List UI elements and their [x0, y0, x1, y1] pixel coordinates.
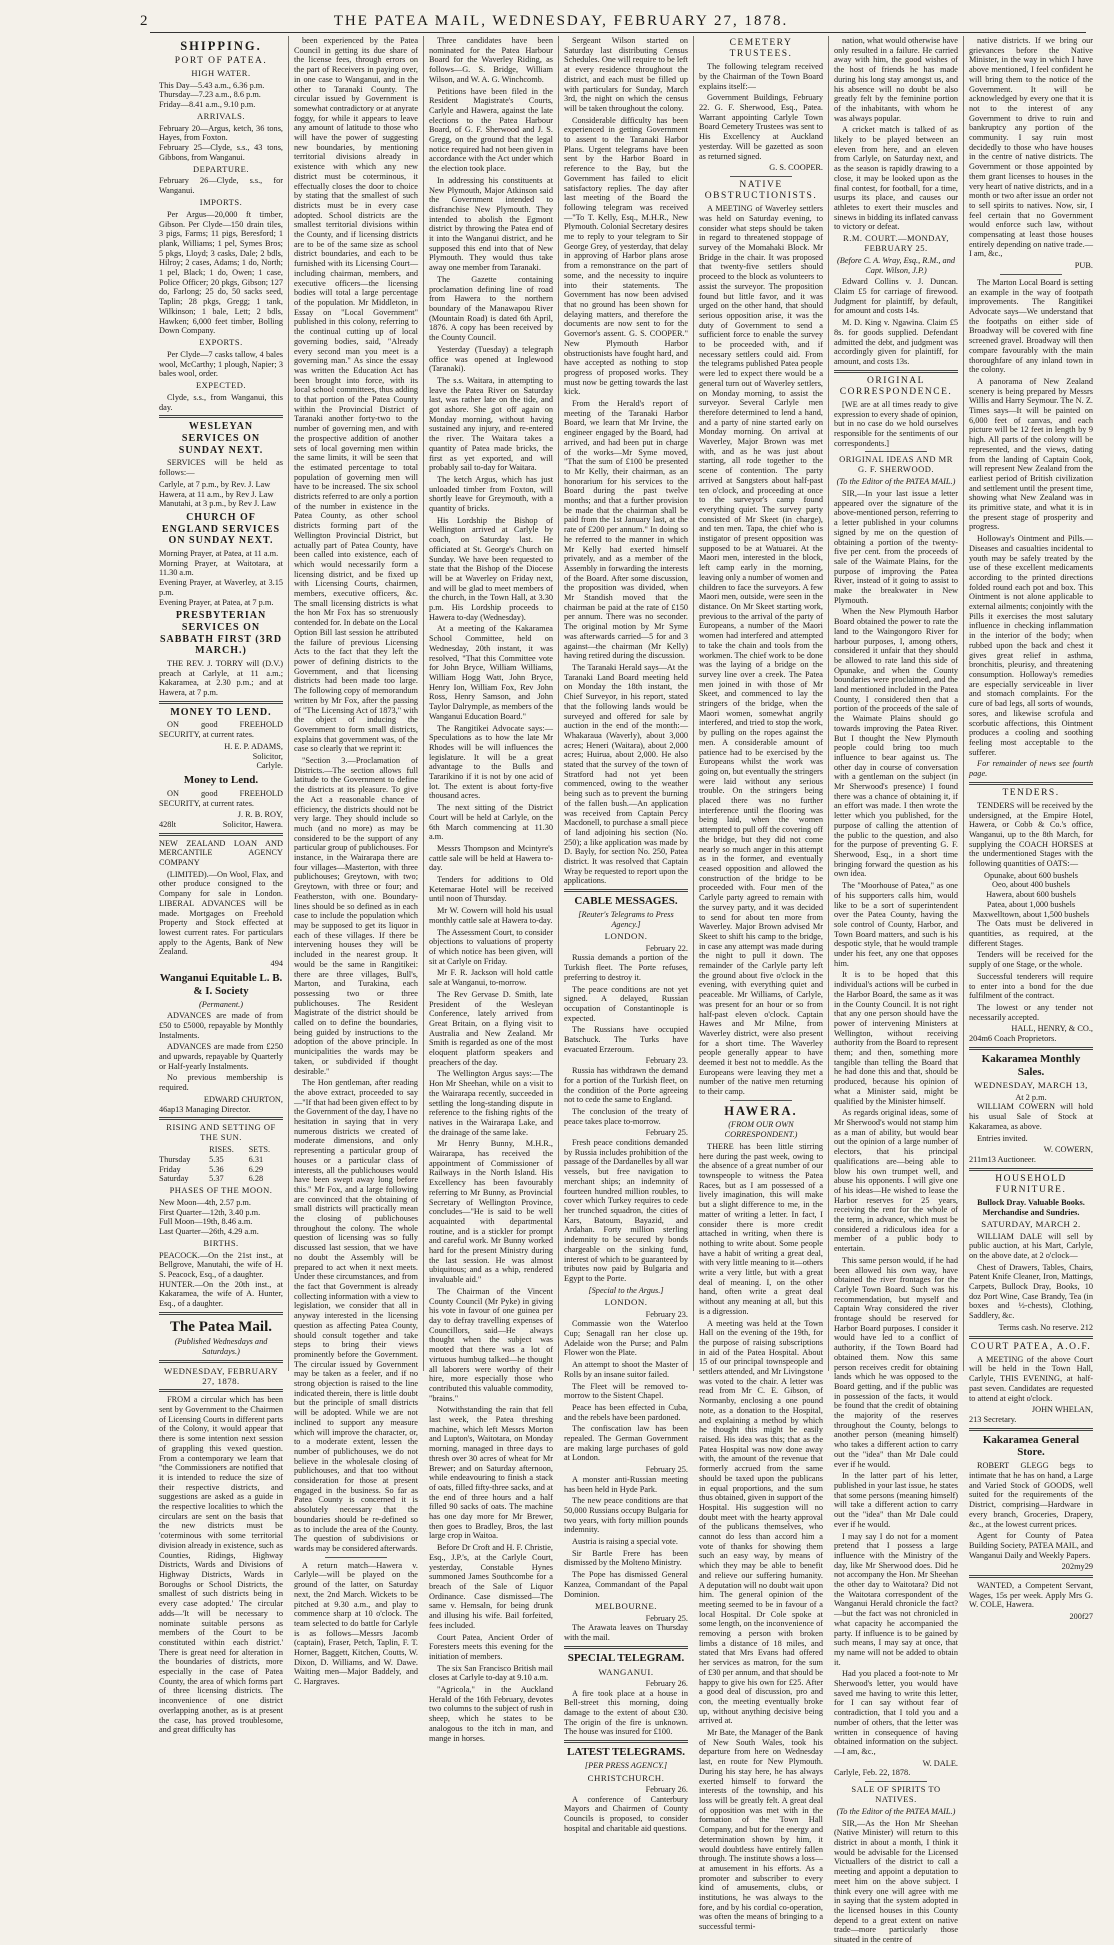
column-2 [289, 36, 424, 1687]
wesleyan-list: Carlyle, at 7 p.m., by Rev. J. Law Hawera, at 11 a.m., by Rev J. Law Manutahi, at 3 p.m., by Rev J. Law [159, 479, 277, 509]
divider [159, 1360, 283, 1363]
wanganui-society-heading: Wanganui Equitable L. B. & I. Society [159, 971, 283, 997]
page-number: 2 [140, 13, 148, 29]
divider [969, 1575, 1093, 1578]
news-paragraph: Mr Henry Bunny, M.H.R., Wairarapa, has received the appointment of Commissioner of Railways in the North Island. His Excellency has been favourably referring to Mr Bunny, as Provincial Secretary of Wellington Province, concludes—"He is said to be well acquainted with departmental routine, and is a stickler for prompt and careful work. Mr Bunny worked hard for the present Ministry during the last session. He was almost ubiquitous; and as a whip, rendered invaluable aid." [429, 1139, 553, 1285]
tenders-list: Opunake, about 600 bushels Oeo, about 400 bushels Hawera, about 600 bushels Patea, about 1,000 bushels Maxwelltown, about 1,500 bushels [972, 870, 1090, 919]
departure-heading: DEPARTURE. [193, 163, 249, 174]
expected-heading: EXPECTED. [195, 380, 247, 390]
wanganui-text-1: ADVANCES are made of from £50 to £5000, repayable by Monthly Instalments. [159, 1011, 283, 1040]
general-store-ref: 202my29 [1061, 1562, 1093, 1572]
telegram-item: A fire took place at a house in Bell-street this morning, doing damage to the extent of about £30. The origin of the fire is unknown. The house was insured for £100. [564, 1688, 688, 1737]
wesleyan-heading: WESLEYAN SERVICES ON SUNDAY NEXT. [178, 421, 264, 456]
telegram-place: WANGANUI. [598, 1666, 654, 1677]
letter-paragraph: As regards original ideas, some of Mr Sherwood's would not stamp him as a man of ability, but would bear out the opinion of a large number of electors, that his principal qualifications are—being able to blow his own trumpet well, and abuse his opponents. I will give one of his ideas—He wished to lease the Harbor reserves for 25 years, receiving the rent for the whole of the term, in advance, which must be considered a ridiculous idea for a member of a public body to entertain. [834, 1108, 958, 1254]
rm-court-case: M. D. King v. Ngawina. Claim £5 8s. for goods supplied. Defendant admitted the debt, and judgment was accordingly given for plaintiff, for amount, and costs 13s. [834, 318, 958, 366]
lend-signature: J. R. B. ROY, [237, 810, 283, 820]
cable-item: The confiscation law has been repealed. The German Government are making large purchases of gold at London. [564, 1424, 688, 1463]
news-paragraph: Considerable difficulty has been experienced in getting Government to assent to the Taranaki Harbor Plans. Urgent telegrams have been sent by the Harbor Board in reference to the Bay, but the Government has failed to elicit satisfactory replies. The day after last meeting of the Board the following telegram was received—"To T. Kelly, Esq., M.H.R., New Plymouth. Colonial Secretary desires me to reply to your telegram to Sir George Grey, of yesterday, that delay in approving of Harbor plans arose from a remonstrance on the part of some, and the necessity to inquire into their statements. The Government has now been advised that no ground has been shown for delaying matters, and therefore the documents are now sent to for the Governor's assent. G. S. COOPER." New Plymouth Harbor obstructionists have fought hard, and have accepted as nothing to stop progress of proposed works. They must now be getting towards the last kick. [564, 115, 688, 397]
native-text: A MEETING of Waverley settlers was held on Saturday evening, to consider what steps should be taken in regard to threatened stoppage of survey of the Momahaki Block. Mr Bridge in the chair. It was proposed that twenty-five settlers should proceed to the block as volunteers to assist the surveyor. The proposition found but little favor, and it was urged on the other hand, that should serious opposition arise, it was the duty of Government to send a sufficient force to enable the survey to be proceeded with, and if necessary settlers could aid. From the telegrams published Patea people were led to expect there would be a general turn out of Waverley settlers, on Monday morning, to assist the surveyor. Several Carlyle men therefore determined to lend a hand, and a party of nine started early on Monday morning. On arrival at Waverley, Major Brown was met with, and as he was just about starting, all rode together to the scene of contention. The party arrived at Sangsters about half-past ten o'clock, and proceeding at once to the surveyor's camp found everything quiet. The survey party consisted of Mr Skeet (in charge), and ten men. Tapa, the chief who is instigator of present opposition was supposed to be at Watuarei. At the Maori men, interested in the block, left camp early in the morning, leaving only a number of women and children to face the surveyors. A few Maori men, outside, were seen in the distance. On Mr Skeet starting work, previous to the arrival of the party of Europeans, a number of the Maori women had interfered and attempted to take the chain and tools from the workmen. The chief work to be done was the laying of a bridge on the survey line over a creek. The Patea men joined in with those of Mr Skeet, and commenced to lay the stringers of the bridge, when the Maori women, somewhat angrily interfered, and tried to stop the work, by pulling on the ropes against the men. A considerable amount of patience had to be exercised by the Europeans whilst the work was going on, but eventually the stringers were laid without any serious trouble. On the stringers being placed there was no further interference until the flooring was being laid, when the women attempted to pull off the covering off the bridge, but they did not come nearly so much anger in this attempt as in the former, and eventually ceased opposition and allowed the construction of the bridge to be proceeded with. Four men of the Carlyle party agreed to remain with the survey party, and it was decided to send for about ten more from Waverley. Major Brown advised Mr Skeet to shift his camp to the bridge, in case any attempt was made during the night to pull it down. The remainder of the Carlyle party left the ground about five o'clock in the evening, with everything quiet and peaceable. Mr Williams, of Carlyle, was present for an hour or so from half-past eleven o'clock. Captain Hawes and Mr Milne, from Waverley district, were also present for a short time. The Waverley people generally appear to have deemed it best not to meddle. As the Europeans were leaving they met a number of the native men returning to their camp. [699, 204, 823, 1097]
cable-date: February 23. [645, 1309, 688, 1319]
lend-ref-line [159, 820, 283, 830]
departure-list: February 26—Clyde, s.s., for Wanganui. [159, 176, 283, 196]
divider [159, 1117, 283, 1120]
letter-paragraph: It is to be hoped that this individual's actions will be curbed in the Harbor Board, the same as it was in the County Council. It is not right that any one person should have the power of intervening Ministers at Wellington, without receiving authority from the Board to represent them; and then, something more tangible than telling the Board that he had done this and that, should be produced, because his opinion of what a Minister said, might be qualified by the Minister himself. [834, 970, 958, 1106]
general-store-heading: Kakaramea General Store. [982, 1433, 1080, 1459]
hawera-paragraph: A meeting was held at the Town Hall on the evening of the 19th, for the purpose of raising subscriptions in aid of the Patea Hospital. About 15 of our principal townspeople and settlers attended, and Mr Livingstone was voted to the chair. A letter was read from Mr C. E. Gibson, of Normanby, enclosing a one pound note, as a donation to the Hospital, and explaining a method by which he thought this might be easily raised. His idea was this; that as the Patea Hospital was now done away with, the amount of the revenue that formerly accrued from the same should be taxed upon the publicans in equal proportions, and the sum thus obtained, given in support of the Hospital. His suggestion will no doubt meet with the hearty approval of the publicans themselves, who cannot do less than accord him a vote of thanks for showing them such an easy way, by means of which they may be able to benefit and relieve our suffering humanity. A deputation will no doubt wait upon him. The general opinion of the meeting seemed to be in favour of a local Hospital. Dr Cole spoke at some length, on the inconvenience of removing a person with broken limbs a distance of 18 miles, and stated that Mrs Evans had offered her services as matron, for the sum of £30 per annum, and that should be happy to give his own for £25. After a good deal of discussion, pro and con, the meeting eventually broke up, without anything decisive being arrived at. [699, 1318, 823, 1726]
news-paragraph: Petitions have been filed in the Resident Magistrate's Courts, Carlyle and Hawera, against the late elections to the Patea Harbour Board, of G. F. Sherwood and J. S. Gregg, on the ground that the legal notice required had not been given in accordance with the Act under which the election took place. [429, 86, 553, 174]
church-heading: CHURCH OF ENGLAND SERVICES ON SUNDAY NEXT. [161, 511, 281, 547]
news-paragraph: The Chairman of the Vincent County Council (Mr Pyke) in giving his vote in favour of one guinea per day to defray travelling expenses of Councillors, said—He always thought when the subject was mooted that there was a lot of virtuous humbug talked—he thought all laborers were worthy of their hire, more especially those who contributed this valuable commodity, "brains." [429, 1286, 553, 1403]
wanted-text: WANTED, a Competent Servant, Wages, 15s per week. Apply Mrs G. W. COLE, Hawera. [969, 1581, 1093, 1610]
divider [730, 176, 792, 177]
table-cell: 6.29 [248, 1164, 264, 1174]
news-paragraph: The Assessment Court, to consider objections to valuations of property of which notice has been given, will sit at Carlyle on Friday. [429, 927, 553, 966]
leader-text: FROM a circular which has been sent by Government to the Chairmen of Licensing Courts in different parts of the Colony, it would appear that there is some intention next session of grappling this vexed question. From a contemporary we learn that "the Commissioners are notified that it is intended to reduce the size of their respective districts, and suggestions are asked as a guide in the respective localities to which the circulars are sent on the basis that the new districts must be 'coterminous with some territorial division already in existence, such as Counties, Ridings, Highway Districts, Wards and Divisions of Highway Districts, Wards in Boroughs or School Districts, the smallest of such districts being in every case adopted.' The circular adds—'It will be necessary to nominate suitable persons as members of the Court to be constituted within each district.' There is great need for alteration in the boundaries of districts, more especially in the case of Patea County, the area of which forms part of three licensing districts. The inconvenience of one district overlapping another, as is at present the case, has proved troublesome, and great difficulty has [159, 1395, 283, 1735]
wesleyan-intro: SERVICES will be held as follows:— [159, 458, 283, 478]
cricket-paragraph: A return match—Hawera v. Carlyle—will be played on the ground of the latter, on Saturday next, the 2nd March. Wickets to be pitched at 9.30 a.m., and play to commence sharp at 10 o'clock. The team selected to do battle for Carlyle is as follows—Messrs Jacomb (captain), Fraser, Petch, Taplin, F. T. Horner, Baggett, Kitchen, Coutts, W. Dixon, D. Williams, and W. Dawe. Waiting men—Major Baddely, and C. Hargraves. [294, 1560, 418, 1687]
cable-subheading: [Reuter's Telegrams to Press Agency.] [578, 910, 674, 929]
telegram-date: February 26. [645, 1678, 688, 1688]
cable-item: The peace conditions are not yet signed. A delayed, Russian occupation of Constantinople is expected. [564, 984, 688, 1023]
special-telegram-heading: SPECIAL TELEGRAM. [567, 1651, 685, 1664]
divider [159, 415, 283, 418]
kakaramea-signature-2: 211m13 Auctioneer. [969, 1154, 1036, 1164]
hawera-paragraph: Mr Bate, the Manager of the Bank of New South Wales, took his departure from here on Wednesday last, en route for New Plymouth. During his stay here, he has always exerted himself to forward the interests of the township, and his loss will be greatly felt. A great deal of opposition was met with in the formation of the Town Hall Company, and but for the energy and determination shown by him, it would doubtless have entirely fallen through. The institute shows a loss—at amusement in his efforts. As a promoter and subscriber to every kind of amusements, clubs, or institutions, he was always to the fore, and by his cordial co-operation, was often the means of bringing to a successful termi- [699, 1728, 823, 1932]
court-patea-signature-2: 213 Secretary. [969, 1414, 1017, 1424]
divider [969, 1047, 1093, 1050]
sun-heading: RISING AND SETTING OF THE SUN. [166, 1122, 276, 1143]
letter-sub: (To the Editor of the PATEA MAIL.) [836, 477, 956, 487]
births-heading: BIRTHS. [203, 1237, 239, 1248]
spirits-paragraph: SIR,—As the Hon Mr Sheehan (Native Minister) will return to this district in about a month, I think it would be advisable for the Licensed Victuallers of the district to call a meeting and appoint a deputation to meet him on the above subject. I think every one will agree with me in saying that the system adopted in the licensed houses in this County depend to a great extent on native trade—more particularly those situated in the centre of [834, 1818, 958, 1945]
news-paragraph: Three candidates have been nominated for the Patea Harbour Board for the Waverley Riding, as follows—G. S. Bridge, William Wilson, and W. A. G. Winchcomb. [429, 36, 553, 84]
births-list: PEACOCK.—On the 21st inst., at Bellgrove, Manutahi, the wife of H. S. Peacock, Esq., of a daughter. HUNTER.—On the 20th inst., at Kakaramea, the wife of A. Hunter, Esq., of a daughter. [159, 1250, 283, 1309]
news-paragraph: The next sitting of the District Court will be held at Carlyle, on the 6th March commencing at 11.30 a.m. [429, 803, 553, 842]
hawera-paragraph: nation, what would otherwise have only resulted in a failure. He carried away with him, the good wishes of the host of friends he has made during his long stay amongst us, and his absence will no doubt be also greatly felt by the feminine portion of the inhabitants, with whom he was always popular. [834, 36, 958, 123]
general-store-agent: Agent for County of Patea Building Society, PATEA MAIL, and Wanganui Daily and Weekly Papers. [969, 1531, 1093, 1560]
letter-date: Carlyle, Feb. 22, 1878. [834, 1768, 911, 1778]
lend-heading: Money to Lend. [183, 773, 259, 786]
divider [159, 1389, 283, 1392]
letter-paragraph: The "Moorhouse of Patea," as one of his supporters calls him, would like to be a sort of superintendent over the Patea County, having the sole control of County, Harbor, and Town Board matters, and such is his despotic style, that he would trample under his feet, any one that opposes him. [834, 881, 958, 968]
furniture-heading: HOUSEHOLD FURNITURE. [995, 1173, 1067, 1195]
cable-item: An attempt to shoot the Master of Rolls by an insane suitor failed. [564, 1360, 688, 1379]
tenders-paragraph: Successful tenderers will require to enter into a bond for the due fulfilment of the contract. [969, 971, 1093, 1001]
cable-item: The Arawata leaves on Thursday with the mail. [564, 1623, 688, 1642]
news-paragraph: The Wellington Argus says:—The Hon Mr Sheehan, while on a visit to the Wairarapa recently, succeeded in settling the long-standing dispute in reference to the fishing rights of the natives in the Wairarapa Lake, and the drainage of the same lake. [429, 1069, 553, 1137]
table-header [159, 1145, 209, 1155]
furniture-sub: Bullock Dray. Valuable Books. Merchandise and Sundries. [977, 1197, 1085, 1217]
divider [969, 782, 1093, 785]
kakaramea-sales-heading: Kakaramea Monthly Sales. [981, 1052, 1081, 1078]
divider [159, 701, 283, 704]
divider [730, 1100, 792, 1101]
telegram-item: A conference of Canterbury Mayors and Chairmen of County Councils is proposed, to consider hospital and charitable aid questions. [564, 1794, 688, 1833]
news-paragraph: "Agricola," in the Auckland Herald of the 16th February, devotes two columns to the subject of rush in sheep, which he states to be analogous to the itch in man, and mange in horses. [429, 1685, 553, 1743]
lend-text: ON good FREEHOLD SECURITY, at current rates. [159, 788, 283, 808]
lend-ref: 428lt [159, 819, 177, 829]
divider [865, 451, 927, 452]
nz-loan-text: (LIMITED).—On Wool, Flax, and other produce consigned to the Company for sale in London. LIBERAL ADVANCES will be made. Mortgages on Freehold Property and Stock effected at lowest current rates. For particulars apply to the Agents, Bank of New Zealand. [159, 869, 283, 957]
wanganui-society-sub: (Permanent.) [198, 999, 243, 1009]
pub-signature: PUB. [1074, 261, 1093, 271]
letter-paragraph: In the latter part of his letter, published in your last issue, he states that some persons (meaning himself) will take a different action to carry out the "idea" than Mr Dale could ever if he would. [834, 1471, 958, 1529]
cemetery-telegram: Government Buildings, February 22. G. F. Sherwood, Esq., Patea. Warrant appointing Carlyle Town Board Cemetery Trustees was sent to His Excellency at Auckland yesterday. Will be gazetted as soon as returned signed. [699, 93, 823, 161]
imports-heading: IMPORTS. [199, 196, 243, 207]
cable-item: The Russians have occupied Batschuck. The Turks have evacuated Erzeroum. [564, 1025, 688, 1054]
news-paragraph: The Gazette containing proclamation defining line of road from Hawera to the northern boundary of the Manawapou River (Mountain Road) is dated 6th April, 1876. A copy has been received by the County Council. [429, 274, 553, 343]
money-signature: H. E. P. ADAMS, Solicitor, Carlyle. [224, 741, 283, 771]
divider [1000, 274, 1062, 275]
news-paragraph: Mr W. Cowern will hold his usual monthly cattle sale at Hawera to-day. [429, 906, 553, 925]
leader-paragraph: been experienced by the Patea Council in getting its due share of the license fees, through errors on the part of Receivers in paying over, in one case to Wanganui, and in the other to Taranaki County. The circular issued by Government is somewhat contradictory or at anyrate foggy, for while it appears to leave any amount of latitude to those who will have the power of suggesting new boundaries, by mentioning territorial divisions already in existence with which any new district must be coterminous, it effectually closes the door to choice by stating that the smallest of such districts must be in every case adopted. School districts are the smallest territorial divisions within the County, and if licensing districts are to be of the same size as school district boundaries, and each to be furnished with its Licensing Court—including chairman, members, and executive officers—the licensing bodies will total a large percentage of the population. Mr Middleton, in Essay on "Local Government" published in this colony, referring to the continual cutting up of local governing bodies, said, "Already every second man you meet is a governing man." As since the essay was written the Education Act has been brought into force, with its local school committees, thus adding to that portion of the Patea County within the Provincial District of Taranaki another forty-two to the number of governing men, and with the prospective addition of another sets of local governing men within the same limits, it will be seen that the estimated percentage to total population of governing men will have to be increased. The six school districts referred to are only a portion of the number in existence in the Patea County, as other school districts forming part of the Wellington Provincial District, but actually part of Patea County, have been called into existence, each of which would necessarily form a licensing district, and be fixed up with Licensing Courts, chairmen, members, executive officers, &c. The small licensing districts is what the hon Mr Fox has so strenuously contended for. In debate on the Local Option Bill last session he attributed the failure of previous Licensing Acts to the fact that they left the power of defining districts to the Government, and that licensing districts had been made too large. The following copy of memorandum written by Mr Fox, after the passing of "The Licensing Act of 1873," with the object of inducing the Government to form small districts, explains that government was, of the case so clearly that we reprint it: [294, 36, 418, 754]
cable-item: The Pope has dismissed General Kanzea, Commandant of the Papal Dominion. [564, 1570, 688, 1599]
news-paragraph: Before Dr Croft and H. F. Christie, Esq., J.P.'s, at the Carlyle Court, yesterday, Constable Hynes summoned James Southcombe for a breach of the Sale of Liquor Ordinance. Case dismissed—The same v. Hemsaln, for being drunk and illusing his wife. Bail forfeited, fees included. [429, 1543, 553, 1630]
furniture-date: SATURDAY, MARCH 2. [981, 1219, 1081, 1230]
cable-item: Fresh peace conditions demanded by Russia includes prohibition of the passage of the Dardanelles by all war vessels, but free navigation to merchant ships; an indemnity of fourteen hundred million roubles, to cover which Turkey requires to cede her trunched squadron, the cities of Kars, Batoum, Bayazid, and Ardahan. Forty million sterling indemnity to be secured by bonds chargeable on the sinking fund, interest of which to be guaranteed by tributes now paid by Bulgaria and Egypt to the Porte. [564, 1138, 688, 1283]
table-cell: 5.37 [209, 1174, 224, 1184]
cable-item: Commassie won the Waterloo Cup; Senagall ran her close up. Adelaide won the Purse; and Palm Flower won the Plate. [564, 1319, 688, 1358]
telegram-date: February 26. [645, 1784, 688, 1794]
arrivals-heading: ARRIVALS. [196, 110, 246, 121]
imports-text: Per Argus—20,000 ft timber, Gibson. Per Clyde—150 drain tiles, 3 pigs, Farms; 11 pigs, Beresford; 1 plank, Williams; 1 pel, Symes Bros; 5 pkgs, Lloyd; 3 casks, Dale; 2 bdls, Hilroy; 2 cases, Adams; 1 do, North; 1 pel, Black; 1 do, Owen; 1 case, Police Officer; 20 pkgs, Gibson; 127 do, Farlong; 25 do, 50 sacks seed, Taplin; 28 pkgs, Gregg; 1 tank, Wilkinson; 1 bale, Lett; 2 bdls, Hawken; 6,000 feet timber, Bolling Down Company. [159, 209, 283, 336]
news-paragraph: The six San Francisco British mail closes at Carlyle to-day at 9.10 a.m. [429, 1663, 553, 1683]
news-paragraph: His Lordship the Bishop of Wellington arrived at Carlyle by coach, on Saturday last. He officiated at St. George's Church on Sunday. We have been requested to state that the Bishop of the Diocese will be at Waverley on Friday next, and will be glad to meet members of the church, in the Town Hall, at 3.30 p.m. His Lordship proceeds to Hawera to-day (Wednesday). [429, 515, 553, 622]
news-paragraph: Tenders for additions to Old Ketemarae Hotel will be received until noon of Thursday. [429, 875, 553, 904]
furniture-terms: Terms cash. No reserve. 212 [998, 1322, 1093, 1332]
divider [865, 1781, 927, 1782]
news-paragraph: Mr F. R. Jackson will hold cattle sale at Wanganui, to-morrow. [429, 968, 553, 988]
rm-court-heading: R.M. COURT.—MONDAY, FEBRUARY 25. [843, 233, 949, 253]
news-paragraph: The ketch Argus, which has just unloaded timber from Foxton, will shortly leave for Greymouth, with a quantity of bricks. [429, 474, 553, 514]
holloway-advert: Holloway's Ointment and Pills.—Diseases and casualties incidental to youth may be safely treated by the use of these excellent medicaments according to the printed directions folded round each pot and box. This Ointment is not alone applicable to external ailments; conjointly with the Pills it exercises the most salutary influence in checking inflammation in the interior of the body; when rubbed upon the back and chest it gives great relief in asthma, bronchitis, pleurisy, and threatening consumption. Holloway's remedies are especially serviceable in liver and stomach complaints. For the cure of bad legs, all sorts of wounds, sores, and likewise scrofula and scorbutic affections, this Ointment produces a cooling and soothing feeling most acceptable to the sufferer. [969, 534, 1093, 757]
court-patea-signature: JOHN WHELAN, [1031, 1405, 1093, 1415]
table-cell: 6.31 [248, 1154, 264, 1164]
cable-item: The new peace conditions are that 50,000 Russians occupy Bulgaria for two years, with forty million pounds indemnity. [564, 1496, 688, 1535]
cable-date: February 25. [645, 1613, 688, 1623]
kakaramea-sales-date: WEDNESDAY, MARCH 13, [974, 1080, 1088, 1091]
wanganui-signature: EDWARD CHURTON, [203, 1094, 283, 1104]
high-water-times: This Day—5.43 a.m., 6.36 p.m. Thursday—7.23 a.m., 8.6 p.m. Friday—8.41 a.m., 9.10 p.m. [159, 80, 265, 110]
table-cell: 6.28 [248, 1174, 264, 1184]
presbyterian-heading: PRESBYTERIAN SERVICES ON SABBATH FIRST (3RD MARCH.) [159, 610, 283, 657]
letter-paragraph: When the New Plymouth Harbor Board obtained the power to rate the land to the Waingongoro River for harbour purposes, I, among others, considered it unfair that they should be allowed to rate land this side of Opunake, and when the County boundaries were proclaimed, and the land mentioned included in the Patea County, I considered then that a portion of the proceeds of the sale of the Waimate Plains should go towards improving the Patea River. But I thought the New Plymouth people could bring too much influence to bear against us. The other day in course of conversation with a gentleman on the subject (in Mr Sherwood's presence) I found there was a chance of obtaining it, if an effort was made. I then wrote the letter which you published, for the purpose of calling the attention of the public to the question, and also for the purpose of preventing G. F. Sherwood, Esq., in a short time bringing forward the question as his own idea. [834, 607, 958, 879]
telegram-place: CHRISTCHURCH. [587, 1772, 665, 1783]
wanganui-signature-2: 46ap13 Managing Director. [159, 1104, 251, 1114]
general-store-text: ROBERT GLEGG begs to intimate that he has on hand, a Large and Varied Stock of GOODS, well suited for the requirements of the District, comprising—Hardware in every branch, Groceries, Drapery, &c., at the lowest current prices. [969, 1461, 1093, 1529]
news-paragraph: Yesterday (Tuesday) a telegraph office was opened at Inglewood (Taranaki). [429, 344, 553, 374]
money-text: ON good FREEHOLD SECURITY, at current rates. [159, 720, 283, 740]
latest-telegrams-heading: LATEST TELEGRAMS. [567, 1746, 685, 1759]
tenders-signature: HALL, HENRY, & CO., [1011, 1024, 1093, 1034]
news-paragraph: From the Herald's report of meeting of the Taranaki Harbor Board, we learn that Mr Irvine, the engineer engaged by the Board, had arrived, and had been put in charge of the works—Mr Syme moved, "That the sum of £100 be presented to Mr Kelly, their chairman, as an honorarium for his services to the Board during the past twelve months; and that a further provision be made that the chairman shall be paid from the 1st January last, at the rate of £200 per annum." In doing so he referred to the manner in which Mr Kelly had exerted himself privately, and as a member of the Assembly in forwarding the interests of the Board. After some discussion, the proposition was divided, when Mr Standish moved that the chairman be paid at the rate of £150 per annum. There was no seconder. The original motion by Mr Syme was afterwards carried—5 for and 3 against—the chairman (Mr Kelly) having retired during the discussion. [564, 399, 688, 661]
kakaramea-sales-text: WILLIAM COWERN will hold his usual Sale of Stock at Kakaramea, as above. [969, 1102, 1093, 1131]
table-cell: Thursday [159, 1154, 191, 1164]
column-6 [829, 36, 964, 1945]
cable-date: February 25. [645, 1128, 688, 1138]
table-cell: Friday [159, 1164, 181, 1174]
latest-telegrams-sub: [PER PRESS AGENCY.] [584, 1760, 668, 1770]
nz-loan-heading: NEW ZEALAND LOAN AND MERCANTILE AGENCY COMPANY [159, 838, 283, 868]
column-5 [694, 36, 829, 1932]
wanganui-text-2: ADVANCES are made from £250 and upwards, repayable by Quarterly or Half-yearly Instalments. [159, 1042, 283, 1071]
divider [159, 1312, 283, 1315]
cable-item: Russia demands a portion of the Turkish fleet. The Porte refuses, preferring to destroy it. [564, 953, 688, 982]
paper-title: The Patea Mail. [169, 1318, 273, 1335]
news-paragraph: The Rev Gervase D. Smith, late President of the Wesleyan Conference, lately arrived from Great Britain, on a flying visit to Australia and New Zealand. Mr Smith is regarded as one of the most eloquent platform speakers and preachers of the day. [429, 989, 553, 1067]
cable-item: The Fleet will be removed to-morrow to the Sistent Chapel. [564, 1381, 688, 1401]
divider [564, 1740, 688, 1743]
lend-signature-2: Solicitor, Hawera. [222, 819, 283, 829]
hawera-sub: (FROM OUR OWN CORRESPONDENT.) [724, 1120, 798, 1140]
tenders-heading: TENDERS. [1002, 787, 1060, 798]
spirits-sub: (To the Editor of the PATEA MAIL.) [836, 1806, 956, 1816]
divider [325, 1557, 387, 1558]
cable-item: The conclusion of the treaty of peace takes place to-morrow. [564, 1106, 688, 1126]
table-cell: Saturday [159, 1174, 189, 1184]
expected-text: Clyde, s.s., from Wanganui, this day. [159, 392, 283, 412]
furniture-text: WILLIAM DALE will sell by public auction, at his Mart, Carlyle, on the above date, at 2 o'clock— [969, 1231, 1093, 1260]
tenders-paragraph: The Oats must be delivered in quantities, as required, at the different Stages. [969, 919, 1093, 948]
court-patea-heading: COURT PATEA, A.O.F. [970, 1341, 1092, 1352]
spirits-heading: SALE OF SPIRITS TO NATIVES. [851, 1784, 941, 1805]
cable-place: LONDON. [604, 1297, 648, 1308]
court-patea-text: A MEETING of the above Court will be held in the Town Hall, Carlyle, THIS EVENING, at half-past seven. Candidates are requested to attend at eight o'clock. [969, 1354, 1093, 1403]
native-heading: NATIVE OBSTRUCTIONISTS. [704, 179, 818, 202]
cable-date: February 23. [645, 1056, 688, 1066]
divider [564, 1646, 688, 1649]
column-7 [964, 36, 1098, 1622]
news-paragraph: The s.s. Waitara, in attempting to leave the Patea River on Saturday last, was rather late on the tide, and got ashore. She got off again on Monday morning, without having sustained any injury, and re-entered the river. The Waitara takes a quantity of Patea made bricks, the first as yet exported, and will probably sail to-day for Waitara. [429, 375, 553, 473]
divider [969, 1336, 1093, 1339]
correspondence-note: [WE are at all times ready to give expression to every shade of opinion, but in no case do we hold ourselves responsible for the sentiments of our correspondents.] [834, 399, 958, 448]
table-header-row [159, 1145, 283, 1155]
table-row [159, 1165, 283, 1175]
cable-place: LONDON. [604, 931, 648, 942]
table-row [159, 1155, 283, 1165]
port-heading: PORT OF PATEA. [174, 55, 268, 66]
rm-court-case: Edward Collins v. J. Duncan. Claim £5 for carriage of firewood. Judgment for plaintiff, by default, for amount and costs 14s. [834, 277, 958, 316]
paper-subtitle: (Published Wednesdays and Saturdays.) [174, 1337, 268, 1357]
masthead-title: THE PATEA MAIL, WEDNESDAY, FEBRUARY 27, 1878. [333, 13, 789, 29]
news-paragraph: In addressing his constituents at New Plymouth, Major Atkinson said the Government intended to disfranchise New Plymouth. They intended to abolish the Egmont district by throwing the Patea end of it into the Wanganui district, and he supposed this end into that of New Plymouth. They would thus take away one member from Taranaki. [429, 175, 553, 273]
letter-paragraph: This same person would, if he had been allowed his own way, have obtained the river frontages for the Carlyle Town Board. Such was his recommendation, but myself and Captain Wray considered the river frontage should be reserved for Harbor Board purposes. I consider it would have led to a conflict of authority, if the Town Board had obtained them. Now this same person receives credit for obtaining lands which he was opposed to the Board getting, and if the public was in possession of the facts, it would be found that the credit of obtaining the majority of the reserves throughout the County, belongs to another person (meaning himself) who takes a different action to carry out the "idea" than Mr Dale could ever if he would. [834, 1255, 958, 1469]
cemetery-text: The following telegram received by the Chairman of the Town Board explains itself:— [699, 62, 823, 91]
cemetery-signature: G. S. COOPER. [769, 163, 823, 173]
news-paragraph: Messrs Thompson and Mcintyre's cattle sale will be held at Hawera to-day. [429, 843, 553, 873]
church-list: Morning Prayer, at Patea, at 11 a.m. Morning Prayer, at Waitotara, at 11.30 a.m. Evening Prayer, at Waverley, at 3.15 p.m. Evening Prayer, at Patea, at 7 p.m. [159, 548, 283, 607]
kakaramea-signature: W. COWERN, [1043, 1145, 1093, 1155]
cable-item: Russia has withdrawn the demand for a portion of the Turkish fleet, on the condition of the Porte agreeing not to cede the same to England. [564, 1066, 688, 1105]
letter-heading: ORIGINAL IDEAS AND MR G. F. SHERWOOD. [839, 454, 953, 475]
rm-court-sub: (Before C. A. Wray, Esq., R.M., and Capt. Wilson, J.P.) [837, 255, 955, 275]
moon-heading: PHASES OF THE MOON. [169, 1184, 273, 1195]
shipping-heading: SHIPPING. [180, 39, 262, 53]
letter-paragraph: Had you placed a foot-note to Mr Sherwood's letter, you would have saved me having to write this letter, for I can say without fear of contradiction, that I told you and a number of others, that the letter was written in consequence of having obtained information on the subject.—I am, &c., [834, 1669, 958, 1756]
tenders-paragraph: The lowest or any tender not necessarily accepted. [969, 1002, 1093, 1022]
high-water-heading: HIGH WATER. [191, 67, 251, 78]
kakaramea-entries: Entries invited. [977, 1133, 1028, 1143]
cable-date: February 22. [645, 943, 688, 953]
masthead [140, 4, 974, 30]
news-paragraph: Notwithstanding the rain that fell last week, the Patea threshing machine, which left Messrs Morton and Lupton's, Waitotara, on Monday morning, managed in three days to thresh over 30 acres of wheat for Mr Brewer; and on Saturday afternoon, while endeavouring to finish a stack of oats, filled fifty-three sacks, and at the end of three hours and a half filled 90 sacks of oats. The machine has one day more for Mr Brewer, then goes to Bradley, Bros, the last large crop in Waitoa. [429, 1405, 553, 1541]
divider [564, 889, 688, 892]
letter-signature: W. DALE. [922, 1758, 958, 1768]
divider [969, 1428, 1093, 1431]
exports-heading: EXPORTS. [199, 336, 243, 347]
leader-date: WEDNESDAY, FEBRUARY 27, 1878. [163, 1365, 279, 1387]
news-paragraph: Sergeant Wilson started on Saturday last distributing Census Schedules. One will require to be left at every residence throughout the district, and each must be filled up with particulars for Sunday, March 3rd, the night on which the census will be taken throughout the colony. [564, 36, 688, 113]
news-paragraph: A panorama of New Zealand scenery is being prepared by Messrs Willis and Harry Seymour. The N. Z. Times says—It will be painted on 6,000 feet of canvas, and each picture will be 12 feet in length by 9 high. All parts of the colony will be represented, and the views, dating from the landing of Captain Cook, will represent New Zealand from the earliest period of British civilization and settlement until the present time, showing what New Zealand was in its primitive state, and what it is in the present stage of prosperity and progress. [969, 376, 1093, 532]
hawera-paragraph: THERE has been little stirring here during the past week, owing to the absence of a great number of our townspeople to witness the Patea Races, but as I am possessed of a lively imagination, this will make but a slight difference to me, in the matter of writing a letter. In fact, I consider there is more credit attached in writing, when there is nothing to write about. Some people have a habit of writing a great deal, with very little meaning to it—others write a very little, but with a great deal of meaning. I, on the other hand, often write a great deal without any meaning at all, but this is a digression. [699, 1141, 823, 1316]
leader-paragraph: The Hon gentleman, after reading the above extract, proceeded to say—"If that had been given effect to by the Government of the day, I have no hesitation in saying that in very numerous districts we created of moderate dimensions, and only representing a particular group of houses or a particular class of interests, all the publichouses would have been swept away long before this." Mr Fox, and a large following are convinced that the obtaining of small districts will practically mean the closing of publichouses throughout the colony. The whole question of licensing was so fully discussed last session, that we have no doubt the Assembly will be prepared to act when it next meets. Under these circumstances, and from the fact that Government is already collecting information with a view to legislation, we consider that all in anyway interested in the licensing question as affecting Patea County, should consult together and take steps to bring their views prominently before the Government. The circular issued by Government may be taken as a feeler, and if no strong objection is raised to the line indicated therein, there is little doubt but the principle of small districts will be adopted. While we are not inclined to support any measure which will improve the character, or, to a moderate extent, lessen the number of publichouses, we do not believe in the wholesale closing of publichouses, and that too without consideration for those at present engaged in the business. So far as Patea County is concerned it is absolutely necessary that the boundaries should be re-defined so as to include the area of the County. The question of subdivisions or wards may be considered afterwards. [294, 1078, 418, 1553]
cable-item: A monster anti-Russian meeting has been held in Hyde Park. [564, 1474, 688, 1494]
hawera-paragraph: A cricket match is talked of as likely to be played between an eleven from here, and an eleven from Carlyle, on Saturday next, and as the season is rapidly drawing to a close, it may be looked upon as the final contest, for football, for a time, usurps its place, and causes our athletes to exert their muscles and sinews in bidding its inflated canvass to victory or defeat. [834, 125, 958, 232]
cable-item: Peace has been effected in Cuba, and the rebels have been pardoned. [564, 1402, 688, 1422]
leader-paragraph: "Section 3.—Proclamation of Districts.—The section allows full latitude to the Government to define the districts at its pleasure. To give the Act a reasonable chance of efficiency, the districts should not be very large. They should include so much (and no more) as may be considered to be the support of any particular group of publichouses. For instance, in the Wairarapa there are four villages—Masterton, with three publichouses; Greytown, with two; Greytown, with three or four; and Featherston, with one. Boundary-lines should be so defined as in each case to include the population which may be supposed to get its liquor in each of these villages. If there be intervening houses they will be included in the nearest group. It would be the same in Rangitikei: there are three villages, Bull's, Marton, and Turakina, each possessing two or three publichouses. The Resident Magistrate of the district should be called on to define the boundaries, being guided by instructions to the adoption of the above principle. In municipalities the wards may be taken, or subdivided if thought desirable." [294, 756, 418, 1076]
masthead-rule [150, 32, 1086, 33]
furniture-list: Chest of Drawers, Tables, Chairs, Patent Knife Cleaner, Iron, Mattings, Carpets, Bullock Dray, Books, 10 doz Port Wine, Case Brandy, Tea (in boxes and ½-chests), Clothing, Saddlery, &c. [969, 1262, 1093, 1321]
wanted-ref: 200f27 [1069, 1612, 1093, 1622]
divider [834, 370, 958, 373]
tenders-text: TENDERS will be received by the undersigned, at the Empire Hotel, Hawera, or Cobb & Co.'s office, Wanganui, up to the 8th March, for supplying the COACH HORSES at the undermentioned Stages with the following quantities of OATS:— [969, 800, 1093, 869]
sun-table [159, 1145, 283, 1184]
exports-text: Per Clyde—7 casks tallow, 4 bales wool, McCarthy; 1 plough, Napier; 3 bales wool, order. [159, 349, 283, 379]
spirits-paragraph: native districts. If we bring our grievances before the Native Minister, in the way in which I have above mentioned, I feel confident he will bring them to the notice of the Government. It will be acknowledged by every one that it is not to the interest of any Government to drive to ruin and bankruptcy any portion of the community. I say ruin most decidedly to those who have houses in the centre of native districts. The Government or those appointed by them grant licenses to houses in the very heart of native districts, and in a month or two after issue an order not to sell spirits to natives. Now, sir, I feel certain that no Government would enforce such law, without compensating at least those houses entirely depending on native trade.—I am, &c., [969, 36, 1093, 259]
divider [969, 1168, 1093, 1171]
table-row [159, 1174, 283, 1184]
news-paragraph: The Rangitikei Advocate says:—Speculations as to how the late Mr Rhodes will be will influences the legislature. It will be a great advantage to the Bulls and Tararikino if it is not by one acid of lot. The extent is about forty-five thousand acres. [429, 723, 553, 801]
presbyterian-text: THE REV. J. TORRY will (D.V.) preach at Carlyle, at 11 a.m.; Kakaramea, at 2.30 p.m.; and at Hawera, at 7 p.m. [159, 658, 283, 698]
news-paragraph: Court Patea, Ancient Order of Foresters meets this evening for the initiation of members. [429, 1632, 553, 1661]
wanganui-text-3: No previous membership is required. [159, 1073, 283, 1093]
money-heading: MONEY TO LEND. [170, 706, 272, 718]
cable-item: Sir Bartle Frere has been dismissed by the Molteno Ministry. [564, 1548, 688, 1568]
moon-list: New Moon—4th, 2.57 p.m. First Quarter—12th, 3.40 p.m. Full Moon—19th, 8.46 a.m. Last Quarter—26th, 4.29 a.m. [159, 1197, 261, 1236]
tenders-paragraph: Tenders will be received for the supply of one Stage, or the whole. [969, 950, 1093, 970]
remainder-note: For remainder of news see fourth page. [969, 759, 1093, 779]
cable-place: MELBOURNE. [595, 1601, 657, 1612]
table-header: SETS. [248, 1145, 271, 1155]
kakaramea-sales-time: At 2 p.m. [1015, 1092, 1047, 1102]
news-paragraph: At a meeting of the Kakaramea School Committee, held on Wednesday, 20th instant, it was resolved, "That this Committee vote for John Bryce, William Williams, William Hogg Watt, John Bryce, Henry Ion, William Fox, Rev John Ross, Henry Samson, and John Taylor Dalrymple, as members of the Wanganui Education Board." [429, 624, 553, 721]
hawera-heading: HAWERA. [724, 1103, 798, 1118]
nz-loan-ref: 494 [270, 959, 283, 969]
special-argus: [Special to the Argus.] [588, 1285, 664, 1295]
correspondence-heading: ORIGINAL CORRESPONDENCE. [839, 375, 953, 397]
column-4 [559, 36, 694, 1833]
cable-date: February 25. [645, 1465, 688, 1475]
tenders-signature-2: 204m6 Coach Proprietors. [969, 1034, 1057, 1044]
table-cell: 5.35 [209, 1154, 224, 1164]
table-header: RISES. [209, 1145, 234, 1155]
columns [154, 36, 1098, 1945]
letter-paragraph: SIR,—In your last issue a letter appeared over the signature of the above-mentioned person, referring to a letter published in your columns signed by me on the question of obtaining a portion of the twenty-five per cent. from the proceeds of sale of the Waimate Plains, for the purpose of improving the Patea River, instead of it going to assist to make the breakwater in New Plymouth. [834, 488, 958, 605]
column-3 [424, 36, 559, 1743]
table-cell: 5.36 [209, 1164, 224, 1174]
cemetery-heading: CEMETERY TRUSTEES. [729, 38, 793, 60]
news-paragraph: The Marton Local Board is setting an example in the way of footpath improvements. The Rangitikei Advocate says—We understand that the footpaths on either side of Broadway will be covered with fine screened gravel. Broadway will then compare favourably with the main thoroughfare of any inland town in the colony. [969, 277, 1093, 375]
cable-item: Austria is raising a special vote. [572, 1537, 678, 1547]
letter-paragraph: I may say I do not for a moment pretend that I possess a large influence with the Ministry of the day, like Mr Sherwood does. Did he not accompany the Hon. Mr Sheehan the other day to Waitotara? Did not the Waitotara correspondent of the Wanganui Herald chronicle the fact?—but the fact was not chronicled in what capacity he accompanied the party. If influence is to be gained by such means, I may say at once, that my name will not be added to obtain it. [834, 1531, 958, 1667]
column-1 [154, 36, 289, 1735]
divider [159, 833, 283, 836]
arrivals-list: February 20—Argus, ketch, 36 tons, Hayes, from Foxton. February 25—Clyde, s.s., 43 tons, Gibbons, from Wanganui. [159, 123, 283, 162]
news-paragraph: The Taranaki Herald says—At the Taranaki Land Board meeting held on Monday the 18th instant, the Chief Surveyor, in his report, stated that the following lands would be surveyed and offered for sale by auction in the end of the month:—Whakaraua (Waverly), about 3,000 acres; Heneri (Waitara), about 2,000 acres; Huirua, about 2,000. He also stated that the survey of the town of Stratford had not yet been commenced, owing to the weather being such as to prevent the burning of the fallen bush.—An application was received from Captain Percy Macdonell, to purchase a small piece of land adjoining his section (No. 250); a like application was made by D. Bayly, for section No. 250, Patea district. It was resolved that Captain Wray be requested to report upon the applications. [564, 663, 688, 886]
cable-heading: CABLE MESSAGES. [574, 895, 678, 908]
